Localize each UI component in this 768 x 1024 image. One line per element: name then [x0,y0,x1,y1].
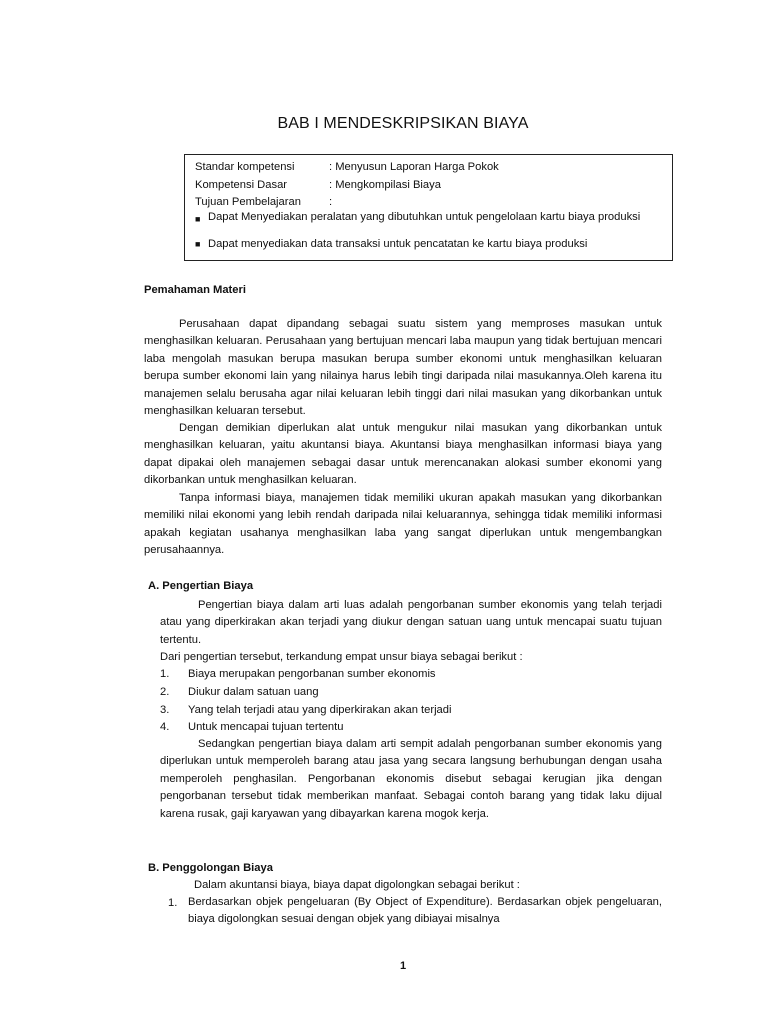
paragraph: Dengan demikian diperlukan alat untuk mengukur nilai masukan yang dikorbankan untuk menghasilkan keluaran, yaitu akuntansi biaya. Akuntansi biaya menghasilkan informasi biaya yang dapat dipakai oleh manajemen sebagai dasar untuk merencanakan alokasi sumber ekonomi yang dikorbankan untuk menghasilkan keluaran. [144,422,662,487]
paragraph: Pengertian biaya dalam arti luas adalah pengorbanan sumber ekonomis yang telah terjadi atau yang diperkirakan akan terjadi yang diukur dengan satuan uang untuk mencapai suatu tujuan tertentu. [160,599,662,646]
list-text: Untuk mencapai tujuan tertentu [188,721,344,733]
list-number: 3. [160,704,170,716]
competency-value: : [329,196,333,208]
section-heading-penggolongan: B. Penggolongan Biaya [148,862,273,874]
competency-value: : Mengkompilasi Biaya [329,179,441,191]
list-text: Biaya merupakan pengorbanan sumber ekonomis [188,668,436,680]
paragraph: Tanpa informasi biaya, manajemen tidak memiliki ukuran apakah masukan yang dikorbankan memiliki nilai ekonomi yang lebih rendah daripada nilai keluarannya, sehingga tidak memiliki informasi apakah kegiatan usahanya menghasilkan laba yang sangat diperlukan untuk mengembangkan perusahaannya. [144,492,662,557]
list-number: 1. [160,668,170,680]
paragraph: Perusahaan dapat dipandang sebagai suatu sistem yang memproses masukan untuk menghasilkan keluaran. Perusahaan yang bertujuan mencari laba maupun yang tidak bertujuan mencari laba mengolah masukan berupa masukan berupa sumber ekonomi untuk menghasilkan keluaran berupa sumber ekonomi lain yang nilainya harus lebih tingi daripada nilai masukannya.Oleh karena itu manajemen selalu berusaha agar nilai keluaran lebih tinggi dari nilai masukan yang dikorbankan untuk menghasilkan keluaran tersebut. [144,318,662,418]
section-heading-pemahaman: Pemahaman Materi [144,284,246,296]
list-number: 2. [160,686,170,698]
paragraph: Sedangkan pengertian biaya dalam arti sempit adalah pengorbanan sumber ekonomis yang diperlukan untuk memperoleh barang atau jasa yang secara langsung berhubungan dengan usaha memperoleh penghasilan. Pengorbanan ekonomis disebut sebagai kerugian jika dengan pengorbanan tersebut tidak memberikan manfaat. Sebagai contoh barang yang tidak laku dijual karena rusak, gaji karyawan yang dibayarkan karena mogok kerja. [160,738,662,820]
list-intro: Dalam akuntansi biaya, biaya dapat digolongkan sebagai berikut : [194,879,520,891]
list-text: Berdasarkan objek pengeluaran (By Object of Expenditure). Berdasarkan objek pengeluaran, biaya digolongkan sesuai dengan objek yang dibiayai misalnya [188,896,662,926]
list-number: 1. [168,897,178,909]
competency-box [184,154,673,261]
objective-text: Dapat menyediakan data transaksi untuk pencatatan ke kartu biaya produksi [208,238,588,250]
list-text: Diukur dalam satuan uang [188,686,319,698]
section-heading-pengertian: A. Pengertian Biaya [148,580,254,592]
competency-key: Standar kompetensi [195,161,295,173]
competency-value: : Menyusun Laporan Harga Pokok [329,161,499,173]
competency-key: Kompetensi Dasar [195,179,288,191]
page-number: 1 [399,960,407,972]
list-intro: Dari pengertian tersebut, terkandung empat unsur biaya sebagai berikut : [160,651,523,663]
bullet-square-icon: ■ [195,214,201,224]
bullet-square-icon: ■ [195,239,201,249]
objective-bullet [195,212,665,240]
objective-text: Dapat Menyediakan peralatan yang dibutuhkan untuk pengelolaan kartu biaya produksi [208,211,641,223]
list-text: Yang telah terjadi atau yang diperkirakan akan terjadi [188,704,452,716]
competency-key: Tujuan Pembelajaran [195,196,301,208]
list-number: 4. [160,721,170,733]
chapter-title: BAB I MENDESKRIPSIKAN BIAYA [277,115,529,132]
